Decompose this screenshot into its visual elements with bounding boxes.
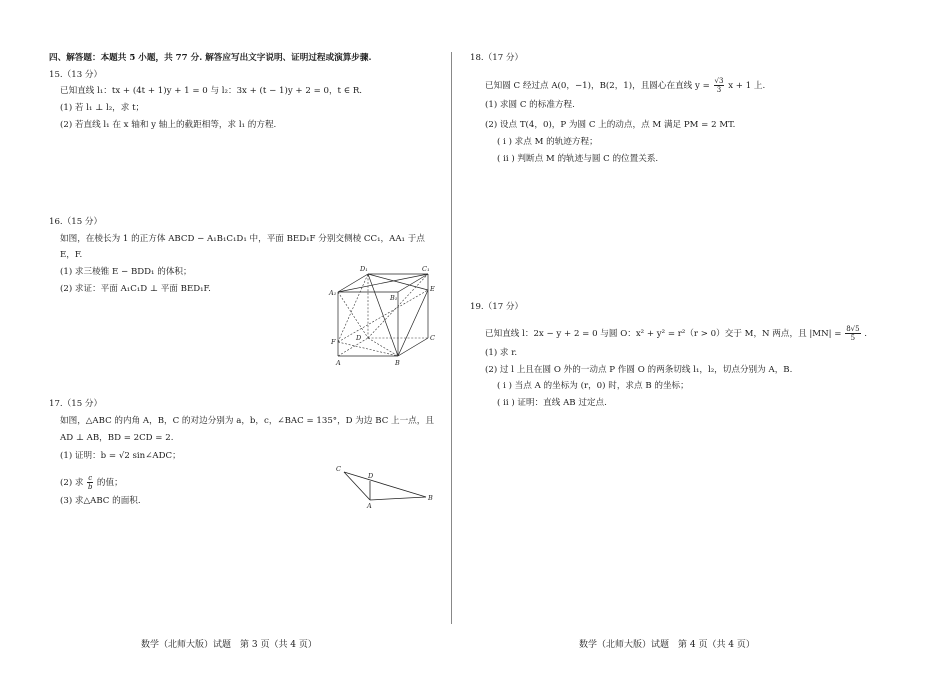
q15-part1: (1) 若 l₁ ⊥ l₂，求 t； (60, 103, 145, 113)
line-FE (338, 290, 428, 342)
label-C1: C₁ (422, 265, 430, 273)
q18-stem-prefix: 已知圆 C 经过点 A(0，−1)，B(2，1)，且圆心在直线 y = (485, 81, 710, 91)
q19-part2-i: ( ⅰ ) 当点 A 的坐标为 (r，0) 时，求点 B 的坐标； (497, 381, 689, 391)
q19-frac-num: 8√5 (846, 325, 860, 333)
line-DB (368, 338, 398, 356)
line-EB (398, 290, 428, 356)
q17-heading: 17.（15 分） (49, 399, 103, 409)
q19-frac-den: 5 (850, 334, 856, 342)
q18-stem (485, 77, 765, 94)
q19-stem-prefix: 已知直线 l：2x − y + 2 = 0 与圆 O：x² + y² = r²（r > 0）交于 M，N 两点，且 |MN| = (485, 329, 842, 339)
q16-stem-line2: E，F. (60, 250, 83, 260)
line-FD1 (338, 274, 368, 342)
q19-heading: 19.（17 分） (470, 302, 524, 312)
q19-fraction (845, 325, 860, 342)
label-B1: B₁ (390, 294, 398, 302)
side-CB (344, 472, 426, 497)
label-D: D (368, 472, 374, 480)
q19-part2: (2) 过 l 上且在圆 O 外的一动点 P 作圆 O 的两条切线 l₁，l₂，切点分别为 A，B. (485, 365, 793, 375)
q18-frac-num: √3 (714, 77, 724, 85)
q17-part3: (3) 求△ABC 的面积. (60, 496, 141, 506)
line-D1E (368, 274, 428, 290)
label-D1: D₁ (360, 265, 368, 273)
triangle-figure (332, 464, 436, 510)
label-E: E (430, 285, 435, 293)
q18-part2: (2) 设点 T(4，0)，P 为圆 C 上的动点，点 M 满足 PM = 2 MT. (485, 120, 736, 130)
q17-stem-line1: 如图，△ABC 的内角 A，B，C 的对边分别为 a，b，c，∠BAC = 135°，D 为边 BC 上一点，且 (60, 416, 434, 426)
q17-part2-suffix: 的值； (96, 478, 123, 488)
q17-part2 (60, 474, 123, 491)
q18-fraction (714, 77, 725, 94)
q16-part2: (2) 求证：平面 A₁C₁D ⊥ 平面 BED₁F. (60, 284, 211, 294)
q19-part2-ii: ( ⅱ ) 证明：直线 AB 过定点. (497, 398, 607, 408)
q17-frac-den: b (87, 483, 93, 491)
q15-heading: 15.（13 分） (49, 70, 103, 80)
q17-part2-prefix: (2) 求 (60, 478, 84, 488)
q18-part2-i: ( ⅰ ) 求点 M 的轨迹方程； (497, 137, 598, 147)
label-B: B (428, 494, 433, 502)
q19-stem (485, 325, 867, 342)
q17-fraction (87, 474, 93, 491)
page-3 (0, 0, 455, 688)
footer-page-4: 数学（北师大版）试题 第 4 页（共 4 页） (579, 640, 755, 650)
q18-heading: 18.（17 分） (470, 53, 524, 63)
q18-frac-den: 3 (716, 86, 722, 94)
edge-AD (338, 338, 368, 356)
q19-stem-suffix: . (864, 329, 868, 339)
q16-stem-line1: 如图，在棱长为 1 的正方体 ABCD − A₁B₁C₁D₁ 中，平面 BED₁F 分别交侧棱 CC₁，AA₁ 于点 (60, 234, 425, 244)
line-D1B (368, 274, 398, 356)
line-FB (338, 342, 398, 356)
q16-heading: 16.（15 分） (49, 217, 103, 227)
label-B: B (395, 359, 400, 367)
q15-stem: 已知直线 l₁：tx + (4t + 1)y + 1 = 0 与 l₂：3x + (t − 1)y + 2 = 0，t ∈ R. (60, 86, 363, 96)
q18-stem-suffix: x + 1 上. (728, 81, 766, 91)
q18-part1: (1) 求圆 C 的标准方程. (485, 100, 575, 110)
label-D: D (356, 334, 362, 342)
footer-page-3: 数学（北师大版）试题 第 3 页（共 4 页） (141, 640, 317, 650)
label-A1: A₁ (329, 289, 337, 297)
label-A: A (367, 502, 372, 510)
label-C: C (430, 334, 435, 342)
edge-BC (398, 338, 428, 356)
cube-figure (326, 262, 436, 366)
label-C: C (336, 465, 341, 473)
line-A1C1 (338, 274, 428, 292)
section-header: 四、解答题：本题共 5 小题，共 77 分. 解答应写出文字说明、证明过程或演算步骤. (49, 53, 372, 63)
q17-stem-line2: AD ⊥ AB，BD = 2CD = 2. (60, 433, 174, 443)
label-A: A (336, 359, 341, 367)
q17-part1: (1) 证明：b = √2 sin∠ADC； (60, 451, 181, 461)
side-AB (370, 497, 426, 500)
q15-part2: (2) 若直线 l₁ 在 x 轴和 y 轴上的截距相等，求 l₁ 的方程. (60, 120, 277, 130)
q16-part1: (1) 求三棱锥 E − BDD₁ 的体积； (60, 267, 192, 277)
q17-frac-num: c (88, 474, 93, 482)
page-4 (456, 0, 950, 688)
q18-part2-ii: ( ⅱ ) 判断点 M 的轨迹与圆 C 的位置关系. (497, 154, 659, 164)
label-F: F (331, 338, 336, 346)
q19-part1: (1) 求 r. (485, 348, 518, 358)
